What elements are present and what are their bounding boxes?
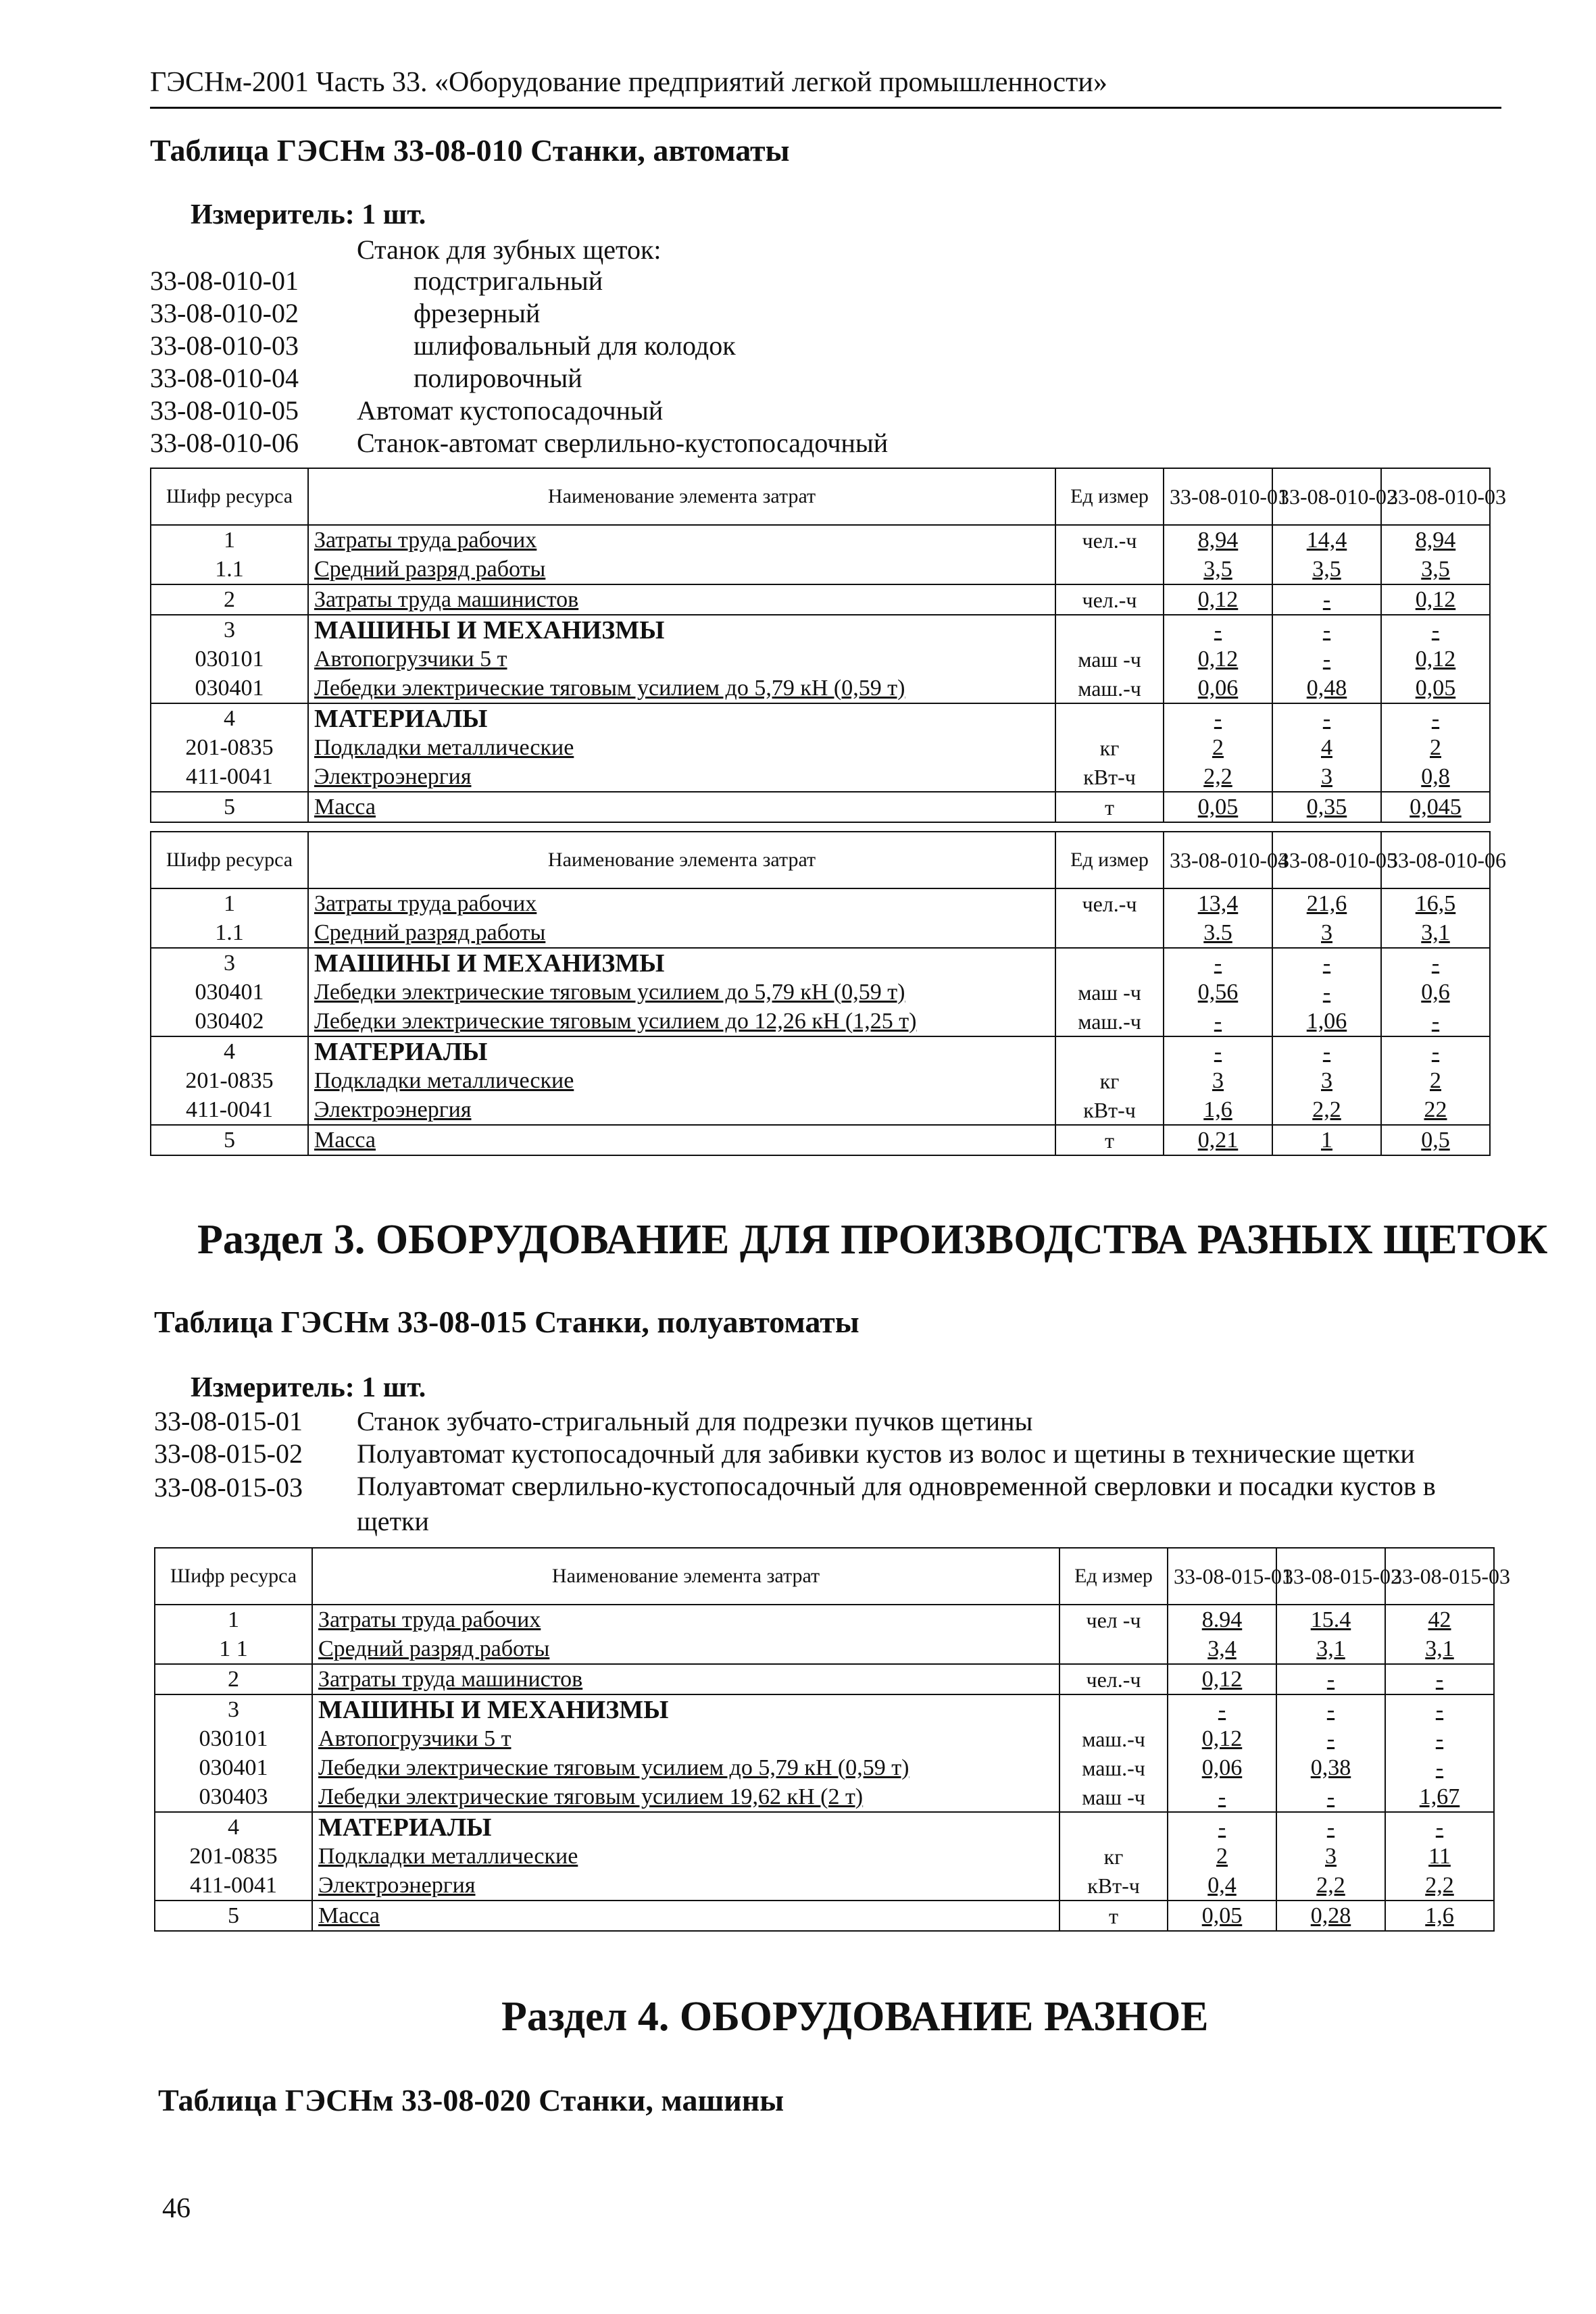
table-row [151,1125,1490,1155]
norm-value-cell: 1,06 [1272,1007,1381,1036]
norm-value-cell: 8,94 [1164,525,1272,555]
unit-cell: кг [1055,733,1164,762]
table-row [151,948,1490,978]
norm-value-cell: 2 [1164,733,1272,762]
norm-value-cell: - [1381,1007,1490,1036]
resource-code-cell: 201-0835 [151,733,308,762]
section4-title: Раздел 4. ОБОРУДОВАНИЕ РАЗНОЕ [501,1994,1209,2040]
resource-code-cell: 1.1 [151,555,308,584]
unit-cell: т [1059,1901,1168,1931]
resource-table-c [154,1547,1510,1932]
norm-value-cell: 0,12 [1168,1724,1276,1753]
unit-cell [1055,948,1164,978]
cost-element-name-cell: Затраты труда машинистов [308,584,1055,615]
norm-value-cell: - [1276,1664,1385,1694]
norm-value-cell: 2 [1381,1066,1490,1095]
item-code: 33-08-010-02 [150,298,299,328]
cost-element-name-cell: МАШИНЫ И МЕХАНИЗМЫ [312,1694,1059,1724]
col-header-norm: 33-08-015-02 [1276,1548,1385,1605]
norm-value-cell: 3 [1164,1066,1272,1095]
norm-value-cell: - [1272,1036,1381,1066]
norm-value-cell: - [1385,1724,1494,1753]
table-row [151,1007,1490,1036]
table-row [155,1724,1494,1753]
norm-value-cell: - [1381,615,1490,645]
resource-code-cell: 1 [155,1605,312,1634]
norm-value-cell: - [1164,703,1272,733]
table-row [155,1634,1494,1664]
unit-cell: чел.-ч [1059,1664,1168,1694]
cost-element-name-cell: Средний разряд работы [308,555,1055,584]
col-header-norm: 33-08-010-05 [1272,832,1381,888]
resource-code-cell: 030401 [155,1753,312,1782]
col-header-unit: Ед измер [1055,832,1164,888]
norm-value-cell: - [1272,978,1381,1007]
resource-code-cell: 1.1 [151,918,308,948]
norm-value-cell: 3,1 [1385,1634,1494,1664]
item-code: 33-08-010-04 [150,363,299,393]
table-row [155,1753,1494,1782]
norm-value-cell: - [1381,1036,1490,1066]
resource-code-cell: 4 [151,703,308,733]
norm-value-cell: - [1168,1812,1276,1842]
unit-cell: маш.-ч [1055,674,1164,703]
unit-cell: чел -ч [1059,1605,1168,1634]
unit-cell [1059,1812,1168,1842]
norm-value-cell: 16,5 [1381,888,1490,918]
norm-value-cell: - [1272,645,1381,674]
cost-element-name-cell: Лебедки электрические тяговым усилием до 12,26 кН (1,25 т) [308,1007,1055,1036]
unit-cell [1059,1694,1168,1724]
norm-value-cell: 0,12 [1381,584,1490,615]
resource-code-cell: 030402 [151,1007,308,1036]
item-desc: Полуавтомат сверлильно-кустопосадочный для одновременной сверловки и посадки кустов в щетки [357,1471,1436,1536]
norm-value-cell: - [1272,948,1381,978]
norm-value-cell: 0,12 [1164,584,1272,615]
norm-value-cell: - [1381,703,1490,733]
norm-value-cell: 2,2 [1385,1871,1494,1901]
cost-element-name-cell: Затраты труда рабочих [312,1605,1059,1634]
unit-cell [1055,1036,1164,1066]
unit-cell: маш.-ч [1059,1724,1168,1753]
norm-value-cell: 3 [1272,918,1381,948]
norm-value-cell: 3,5 [1272,555,1381,584]
unit-cell [1055,555,1164,584]
cost-element-name-cell: МАТЕРИАЛЫ [312,1812,1059,1842]
norm-value-cell: 11 [1385,1842,1494,1871]
table-row [151,645,1490,674]
norm-value-cell: 13,4 [1164,888,1272,918]
table-row [155,1812,1494,1842]
item-desc: подстригальный [414,266,603,296]
norm-value-cell: - [1164,615,1272,645]
cost-element-name-cell: Масса [308,1125,1055,1155]
table-row [151,1036,1490,1066]
table2-title: Таблица ГЭСНм 33-08-015 Станки, полуавтоматы [154,1305,859,1339]
cost-element-name-cell: Лебедки электрические тяговым усилием до 5,79 кН (0,59 т) [312,1753,1059,1782]
unit-cell [1055,615,1164,645]
norm-value-cell: 0,6 [1381,978,1490,1007]
norm-value-cell: 2 [1168,1842,1276,1871]
resource-code-cell: 4 [151,1036,308,1066]
norm-value-cell: 0,045 [1381,792,1490,822]
norm-value-cell: - [1385,1694,1494,1724]
norm-value-cell: - [1164,1036,1272,1066]
table-row [151,792,1490,822]
norm-value-cell: 3 [1272,762,1381,792]
norm-value-cell: - [1385,1812,1494,1842]
norm-value-cell: 2,2 [1164,762,1272,792]
norm-value-cell: 0,21 [1164,1125,1272,1155]
resource-table-a [150,468,1506,823]
measure-label: Измеритель: [191,1372,355,1403]
cost-element-name-cell: Подкладки металлические [312,1842,1059,1871]
measure-value: 1 шт. [361,199,426,230]
table-row [151,918,1490,948]
col-header-norm: 33-08-010-03 [1381,468,1490,525]
header-rule [150,107,1501,109]
resource-code-cell: 2 [151,584,308,615]
table-row [151,978,1490,1007]
norm-value-cell: 1,67 [1385,1782,1494,1812]
item-code: 33-08-015-02 [154,1438,303,1469]
table3-title: Таблица ГЭСНм 33-08-020 Станки, машины [158,2083,784,2117]
col-header-norm: 33-08-010-04 [1164,832,1272,888]
table-row [155,1901,1494,1931]
item-code: 33-08-010-01 [150,266,299,296]
unit-cell [1059,1634,1168,1664]
norm-value-cell: 0,5 [1381,1125,1490,1155]
cost-element-name-cell: МАШИНЫ И МЕХАНИЗМЫ [308,948,1055,978]
col-header-norm: 33-08-010-02 [1272,468,1381,525]
cost-element-name-cell: Лебедки электрические тяговым усилием 19,62 кН (2 т) [312,1782,1059,1812]
item-desc: Станок-автомат сверлильно-кустопосадочный [357,428,889,458]
col-header-unit: Ед измер [1059,1548,1168,1605]
norm-value-cell: 0,8 [1381,762,1490,792]
table2-measure [191,1372,426,1404]
item-desc: Станок зубчато-стригальный для подрезки пучков щетины [357,1406,1033,1436]
norm-value-cell: 0,06 [1168,1753,1276,1782]
table-row [151,888,1490,918]
resource-code-cell: 1 1 [155,1634,312,1664]
norm-value-cell: 1 [1272,1125,1381,1155]
cost-element-name-cell: Затраты труда машинистов [312,1664,1059,1694]
table-row [155,1694,1494,1724]
norm-value-cell: 3,5 [1381,555,1490,584]
unit-cell: маш -ч [1059,1782,1168,1812]
norm-value-cell: 3 [1276,1842,1385,1871]
col-header-name: Наименование элемента затрат [308,468,1055,525]
resource-code-cell: 5 [151,1125,308,1155]
norm-value-cell: 14,4 [1272,525,1381,555]
norm-value-cell: 3,5 [1164,555,1272,584]
cost-element-name-cell: Лебедки электрические тяговым усилием до 5,79 кН (0,59 т) [308,674,1055,703]
norm-value-cell: - [1272,615,1381,645]
norm-value-cell: - [1276,1694,1385,1724]
norm-value-cell: 0,56 [1164,978,1272,1007]
item-desc: полировочный [414,363,582,393]
table-row [151,703,1490,733]
unit-cell: маш -ч [1055,645,1164,674]
item-code: 33-08-010-05 [150,395,299,426]
norm-value-cell: - [1276,1782,1385,1812]
col-header-norm: 33-08-010-01 [1164,468,1272,525]
cost-element-name-cell: Затраты труда рабочих [308,888,1055,918]
cost-element-name-cell: Автопогрузчики 5 т [312,1724,1059,1753]
cost-element-name-cell: МАТЕРИАЛЫ [308,703,1055,733]
cost-element-name-cell: МАШИНЫ И МЕХАНИЗМЫ [308,615,1055,645]
item-code: 33-08-010-06 [150,428,299,458]
norm-value-cell: 8.94 [1168,1605,1276,1634]
norm-value-cell: 0,12 [1168,1664,1276,1694]
unit-cell: чел.-ч [1055,888,1164,918]
unit-cell [1055,703,1164,733]
norm-value-cell: 0,38 [1276,1753,1385,1782]
norm-value-cell: 0,48 [1272,674,1381,703]
cost-element-name-cell: МАТЕРИАЛЫ [308,1036,1055,1066]
norm-value-cell: 3,1 [1276,1634,1385,1664]
norm-value-cell: 2,2 [1276,1871,1385,1901]
resource-code-cell: 201-0835 [155,1842,312,1871]
resource-code-cell: 4 [155,1812,312,1842]
col-header-norm: 33-08-015-03 [1385,1548,1494,1605]
table1-title: Таблица ГЭСНм 33-08-010 Станки, автоматы [150,133,790,168]
table-row [155,1842,1494,1871]
table-row [155,1664,1494,1694]
resource-code-cell: 030401 [151,674,308,703]
table-row [155,1871,1494,1901]
norm-value-cell: 0,05 [1168,1901,1276,1931]
running-header: ГЭСНм-2001 Часть 33. «Оборудование предприятий легкой промышленности» [150,67,1107,98]
norm-value-cell: 42 [1385,1605,1494,1634]
col-header-norm: 33-08-015-01 [1168,1548,1276,1605]
cost-element-name-cell: Электроэнергия [308,762,1055,792]
norm-value-cell: - [1381,948,1490,978]
resource-code-cell: 3 [151,615,308,645]
norm-value-cell: - [1164,1007,1272,1036]
col-header-code: Шифр ресурса [155,1548,312,1605]
table1-measure [191,199,426,231]
cost-element-name-cell: Лебедки электрические тяговым усилием до 5,79 кН (0,59 т) [308,978,1055,1007]
item-desc: Полуавтомат кустопосадочный для забивки кустов из волос и щетины в технические щетки [357,1438,1415,1469]
norm-value-cell: 3,4 [1168,1634,1276,1664]
norm-value-cell: - [1168,1694,1276,1724]
norm-value-cell: 21,6 [1272,888,1381,918]
norm-value-cell: 8,94 [1381,525,1490,555]
norm-value-cell: 0,12 [1381,645,1490,674]
norm-value-cell: 15.4 [1276,1605,1385,1634]
resource-code-cell: 201-0835 [151,1066,308,1095]
norm-value-cell: 0,05 [1164,792,1272,822]
item-desc: Автомат кустопосадочный [357,395,664,426]
item-desc: шлифовальный для колодок [414,330,736,361]
unit-cell: маш.-ч [1059,1753,1168,1782]
table-row [151,674,1490,703]
cost-element-name-cell: Средний разряд работы [308,918,1055,948]
col-header-unit: Ед измер [1055,468,1164,525]
resource-code-cell: 030403 [155,1782,312,1812]
unit-cell: чел.-ч [1055,525,1164,555]
resource-code-cell: 030101 [155,1724,312,1753]
norm-value-cell: 0,28 [1276,1901,1385,1931]
norm-value-cell: 0,05 [1381,674,1490,703]
cost-element-name-cell: Подкладки металлические [308,733,1055,762]
table-row [151,525,1490,555]
norm-value-cell: - [1272,703,1381,733]
norm-value-cell: - [1164,948,1272,978]
norm-value-cell: 1,6 [1385,1901,1494,1931]
resource-code-cell: 411-0041 [151,1095,308,1125]
cost-element-name-cell: Электроэнергия [312,1871,1059,1901]
table-row [151,762,1490,792]
table-row [155,1782,1494,1812]
resource-code-cell: 1 [151,888,308,918]
norm-value-cell: 3 [1272,1066,1381,1095]
resource-code-cell: 3 [155,1694,312,1724]
table1-group-label: Станок для зубных щеток: [357,234,662,265]
unit-cell: маш.-ч [1055,1007,1164,1036]
item-code: 33-08-015-03 [154,1472,303,1503]
cost-element-name-cell: Подкладки металлические [308,1066,1055,1095]
norm-value-cell: 3,1 [1381,918,1490,948]
unit-cell: кг [1055,1066,1164,1095]
item-desc: фрезерный [414,298,541,328]
measure-label: Измеритель: [191,199,355,230]
table-row [151,1066,1490,1095]
cost-element-name-cell: Масса [312,1901,1059,1931]
unit-cell: т [1055,792,1164,822]
cost-element-name-cell: Масса [308,792,1055,822]
resource-code-cell: 3 [151,948,308,978]
resource-code-cell: 411-0041 [155,1871,312,1901]
resource-code-cell: 030101 [151,645,308,674]
norm-value-cell: - [1276,1812,1385,1842]
item-code: 33-08-015-01 [154,1406,303,1436]
unit-cell: кВт-ч [1055,1095,1164,1125]
col-header-name: Наименование элемента затрат [312,1548,1059,1605]
table-row [151,615,1490,645]
norm-value-cell: 3.5 [1164,918,1272,948]
norm-value-cell: - [1272,584,1381,615]
norm-value-cell: - [1385,1664,1494,1694]
col-header-code: Шифр ресурса [151,468,308,525]
norm-value-cell: - [1385,1753,1494,1782]
cost-element-name-cell: Средний разряд работы [312,1634,1059,1664]
resource-code-cell: 411-0041 [151,762,308,792]
section3-title: Раздел 3. ОБОРУДОВАНИЕ ДЛЯ ПРОИЗВОДСТВА РАЗНЫХ ЩЕТОК [197,1217,1548,1263]
resource-code-cell: 5 [155,1901,312,1931]
norm-value-cell: - [1276,1724,1385,1753]
norm-value-cell: 0,4 [1168,1871,1276,1901]
norm-value-cell: 4 [1272,733,1381,762]
unit-cell [1055,918,1164,948]
norm-value-cell: 22 [1381,1095,1490,1125]
item-code: 33-08-010-03 [150,330,299,361]
norm-value-cell: 2 [1381,733,1490,762]
unit-cell: чел.-ч [1055,584,1164,615]
cost-element-name-cell: Автопогрузчики 5 т [308,645,1055,674]
norm-value-cell: 0,06 [1164,674,1272,703]
resource-code-cell: 5 [151,792,308,822]
norm-value-cell: 1,6 [1164,1095,1272,1125]
table-row [151,555,1490,584]
resource-code-cell: 030401 [151,978,308,1007]
table-row [151,584,1490,615]
resource-code-cell: 1 [151,525,308,555]
norm-value-cell: 2,2 [1272,1095,1381,1125]
norm-value-cell: 0,12 [1164,645,1272,674]
col-header-norm: 33-08-010-06 [1381,832,1490,888]
col-header-name: Наименование элемента затрат [308,832,1055,888]
unit-cell: кВт-ч [1055,762,1164,792]
resource-code-cell: 2 [155,1664,312,1694]
unit-cell: маш -ч [1055,978,1164,1007]
norm-value-cell: 0,35 [1272,792,1381,822]
table-row [155,1605,1494,1634]
norm-value-cell: - [1168,1782,1276,1812]
table-row [151,1095,1490,1125]
cost-element-name-cell: Затраты труда рабочих [308,525,1055,555]
resource-table-b [150,831,1506,1156]
page-number: 46 [162,2193,191,2224]
unit-cell: кг [1059,1842,1168,1871]
cost-element-name-cell: Электроэнергия [308,1095,1055,1125]
col-header-code: Шифр ресурса [151,832,308,888]
unit-cell: т [1055,1125,1164,1155]
unit-cell: кВт-ч [1059,1871,1168,1901]
table-row [151,733,1490,762]
measure-value: 1 шт. [361,1372,426,1403]
